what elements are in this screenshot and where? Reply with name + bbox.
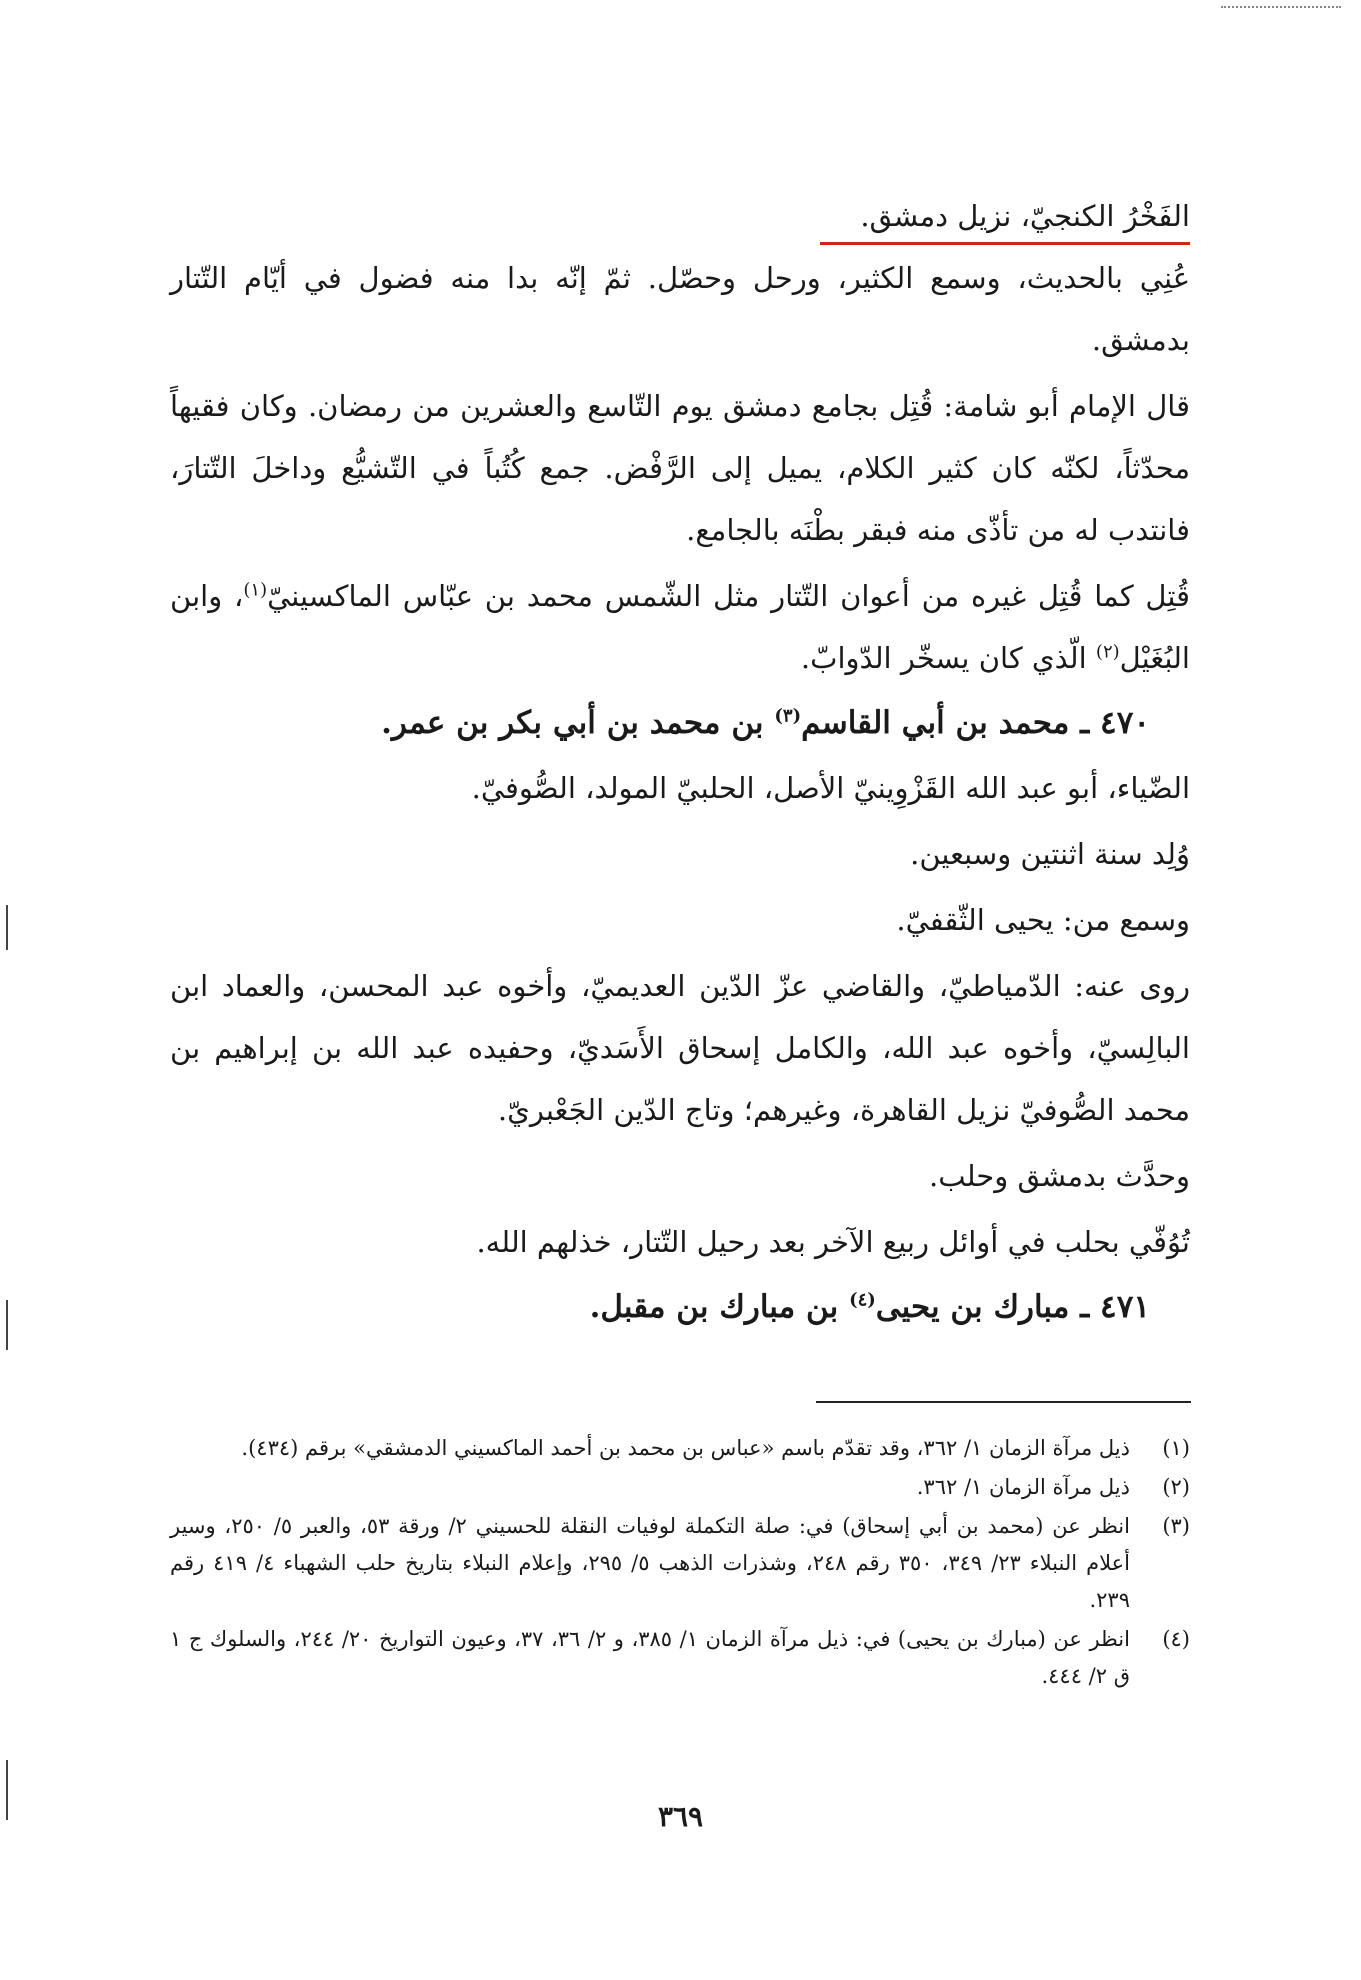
paragraph-3: قُتِل كما قُتِل غيره من أعوان التّتار مثل الشّمس محمد بن عبّاس الماكسينيّ$^{(١)}$، وابن البُغَيْل$^{(٢)}$ الّذي كان يسخّر الدّوابّ.: [170, 579, 1190, 675]
footnote-number: (٢): [1162, 1475, 1190, 1499]
footnote-4: [170, 1621, 1190, 1695]
first-line-text: الفَخْرُ الكنجيّ، نزيل دمشق.: [860, 199, 1190, 233]
page-number: ٣٦٩: [657, 1800, 704, 1833]
footnotes: [170, 1430, 1190, 1697]
entry-heading-470: ٤٧٠ ـ محمد بن أبي القاسم$^{(٣)}$ بن محمد بن أبي بكر بن عمر.: [381, 705, 1150, 741]
footnote-text: انظر عن (محمد بن أبي إسحاق) في: صلة التكملة لوفيات النقلة للحسيني ٢/ ورقة ٥٣، والعبر ٥/ ٢٥٠، وسير أعلام النبلاء ٢٣/ ٣٤٩، ٣٥٠ رقم ٢٤٨، وشذرات الذهب ٥/ ٢٩٥، وإعلام النبلاء بتاريخ حلب الشهباء ٤/ ٤١٩ رقم ٢٣٩.: [170, 1514, 1130, 1612]
footnote-ref-4: (٤): [849, 1289, 876, 1311]
paragraph-9: تُوُفّي بحلب في أوائل ربيع الآخر بعد رحيل التّتار، خذلهم الله.: [476, 1225, 1190, 1259]
paragraph-2: قال الإمام أبو شامة: قُتِل بجامع دمشق يوم التّاسع والعشرين من رمضان. وكان فقيهاً محدّثاً، لكنّه كان كثير الكلام، يميل إلى الرَّفْض. جمع كُتُباً في التّشيُّع وداخلَ التّتارَ، فانتدب له من تأذّى منه فبقر بطْنَه بالجامع.: [170, 389, 1190, 547]
footnote-text: انظر عن (مبارك بن يحيى) في: ذيل مرآة الزمان ١/ ٣٨٥، و ٢/ ٣٦، ٣٧، وعيون التواريخ ٢٠/ ٢٤٤، والسلوك ج ١ ق ٢/ ٤٤٤.: [170, 1627, 1130, 1688]
paragraph-5: وُلِد سنة اثنتين وسبعين.: [910, 837, 1190, 871]
footnote-text: ذيل مرآة الزمان ١/ ٣٦٢، وقد تقدّم باسم «عباس بن محمد بن أحمد الماكسيني الدمشقي» برقم (٤٣٤).: [241, 1436, 1130, 1460]
red-underline: [820, 242, 1190, 245]
first-line: [860, 185, 1190, 247]
footnote-ref-3: (٣): [774, 705, 802, 727]
paragraph-1: عُنِي بالحديث، وسمع الكثير، ورحل وحصّل. ثمّ إنّه بدا منه فضول في أيّام التّتار بدمشق.: [170, 261, 1190, 357]
paragraph-8: وحدَّث بدمشق وحلب.: [929, 1159, 1190, 1193]
scan-artifact: [1221, 6, 1341, 10]
paragraph-7: روى عنه: الدّمياطيّ، والقاضي عزّ الدّين العديميّ، وأخوه عبد المحسن، والعماد ابن البالِسيّ، وأخوه عبد الله، والكامل إسحاق الأَسَديّ، وحفيده عبد الله بن إبراهيم بن محمد الصُّوفيّ نزيل القاهرة، وغيرهم؛ وتاج الدّين الجَعْبريّ.: [170, 969, 1190, 1127]
footnote-number: (١): [1162, 1436, 1190, 1460]
scan-edge-mark: [6, 1300, 8, 1350]
footnote-3: [170, 1508, 1190, 1619]
paragraph-4: الضّياء، أبو عبد الله القَزْوِينيّ الأصل، الحلبيّ المولد، الصُّوفيّ.: [471, 771, 1190, 805]
page-body: [170, 185, 1190, 1341]
footnote-number: (٣): [1162, 1514, 1190, 1538]
scan-edge-mark: [6, 905, 8, 950]
footnote-text: ذيل مرآة الزمان ١/ ٣٦٢.: [916, 1475, 1130, 1499]
footnote-1: [170, 1430, 1190, 1467]
paragraph-6: وسمع من: يحيى الثّقفيّ.: [896, 903, 1190, 937]
footnote-2: [170, 1469, 1190, 1506]
footnote-ref-2: (٢): [1095, 641, 1120, 663]
footnote-ref-1: (١): [243, 579, 268, 601]
footnote-separator: [816, 1401, 1191, 1403]
entry-heading-471: ٤٧١ ـ مبارك بن يحيى$^{(٤)}$ بن مبارك بن مقبل.: [589, 1289, 1150, 1325]
footnote-number: (٤): [1162, 1627, 1190, 1651]
